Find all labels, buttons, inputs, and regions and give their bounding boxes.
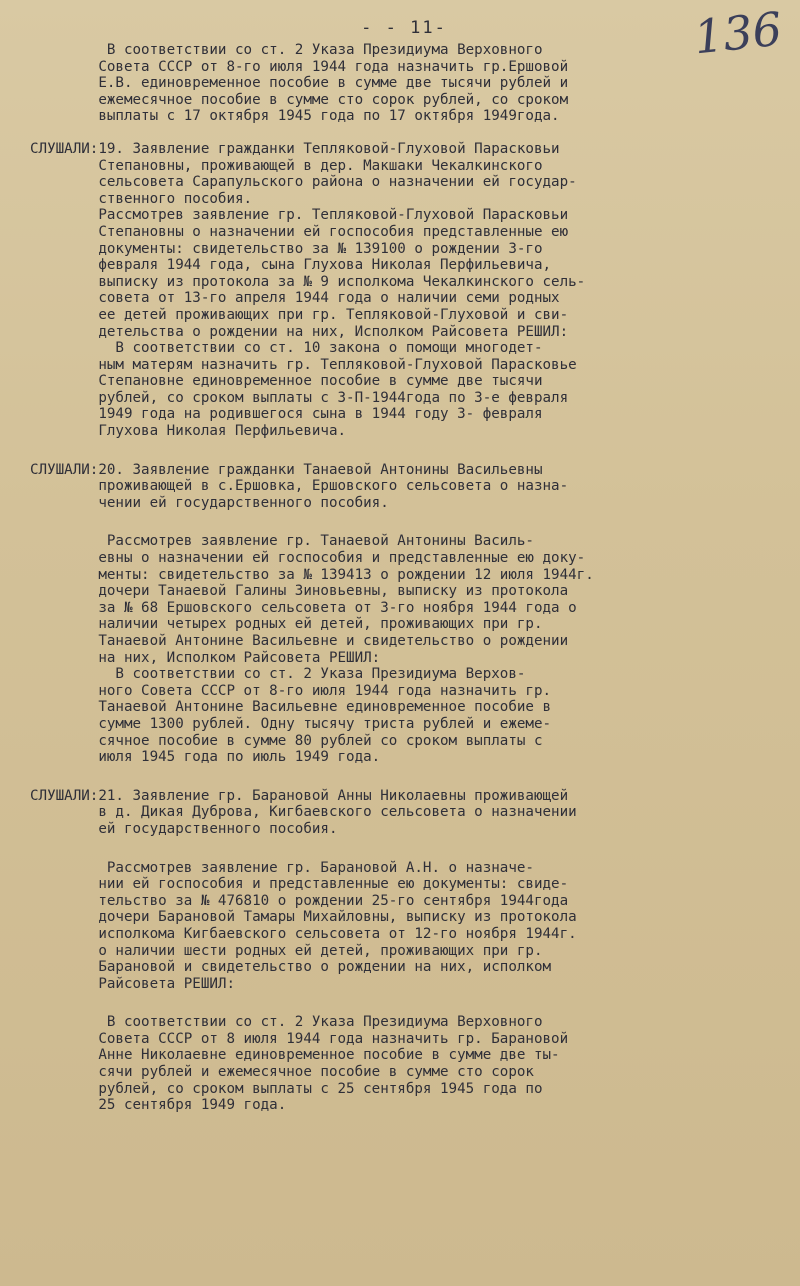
intro-paragraph: В соответствии со ст. 2 Указа Президиума Верховного Совета СССР от 8-го июля 1944 года назначить гр.Ершовой Е.В. единовременное пособие в сумме две тысячи рублей и ежемесячное пособие в сумме сто сорок рублей, со сроком выплаты с 17 октября 1945 года по 17 октября 1949года.: [98, 42, 569, 125]
item-20-body: Рассмотрев заявление гр. Танаевой Антонины Василь- евны о назначении ей госпособия и представленные ею доку- менты: свидетельство за № 139413 о рождении 12 июля 1944г. дочери Танаевой Галины Зиновьевны, выписку из протокола за № 68 Ершовского сельсовета от 3-го ноября 1944 года о наличии четырех родных ей детей, проживающих при гр. Танаевой Антонине Васильевне и свидетельство о рождении на них, Исполком Райсовета РЕШИЛ: В соответствии со ст. 2 Указа Президиума Верхов- ного Совета СССР от 8-го июля 1944 года назначить гр. Танаевой Антонине Васильевне единовременное пособие в сумме 1300 рублей. Одну тысячу триста рублей и ежеме- сячное пособие в сумме 80 рублей со сроком выплаты с июля 1945 года по июль 1949 года.: [98, 533, 594, 766]
spacer: [30, 125, 778, 141]
item-19: СЛУШАЛИ:19. Заявление гражданки Тепляковой-Глуховой Парасковьи Степановны, проживающей в дер. Макшаки Чекалкинского сельсовета Сарапульского района о назначении ей государ- ственного пособия. Рассмотрев заявление гр. Тепляковой-Глуховой Парасковьи Степановны о назначении ей госпособия представленные ею документы: свидетельство за № 139100 о рождении 3-го февраля 1944 года, сына Глухова Николая Перфильевича, выписку из протокола за № 9 исполкома Чекалкинского сель- совета от 13-го апреля 1944 года о наличии семи родных ее детей проживающих при гр. Тепляковой-Глуховой и сви- детельства о рождении на них, Исполком Райсовета РЕШИЛ: В соответствии со ст. 10 закона о помощи многодет- ным матерям назначить гр. Тепляковой-Глуховой Парасковье Степановне единовременное пособие в сумме две тысячи рублей, со сроком выплаты с 3-П-1944года по 3-е февраля 1949 года на родившегося сына в 1944 году 3- февраля Глухова Николая Перфильевича.: [30, 140, 586, 440]
spacer: [30, 766, 778, 788]
spacer: [30, 992, 778, 1014]
item-21-body: Рассмотрев заявление гр. Барановой А.Н. о назначе- нии ей госпособия и представленные ею документы: свиде- тельство за № 476810 о рождении 25-го сентября 1944года дочери Барановой Тамары Михайловны, выписку из протокола исполкома Кигбаевского сельсовета от 12-го ноября 1944г. о наличии шести родных ей детей, проживающих при гр. Барановой и свидетельство о рождении на них, исполком Райсовета РЕШИЛ:: [98, 859, 577, 992]
spacer: [30, 511, 778, 533]
item-21-decision: В соответствии со ст. 2 Указа Президиума Верховного Совета СССР от 8 июля 1944 года назначить гр. Барановой Анне Николаевне единовременное пособие в сумме две ты- сячи рублей и ежемесячное пособие в сумме сто сорок рублей, со сроком выплаты с 25 сентября 1945 года по 25 сентября 1949 года.: [98, 1014, 569, 1114]
item-20-heading: СЛУШАЛИ:20. Заявление гражданки Танаевой Антонины Васильевны проживающей в с.Ершовка, Ершовского сельсовета о назна- чении ей государственного пособия.: [30, 461, 569, 511]
archive-page-number: 136: [691, 1, 785, 65]
spacer: [30, 838, 778, 860]
page-number: - - 11-: [361, 18, 447, 38]
spacer: [30, 440, 778, 462]
item-21-heading: СЛУШАЛИ:21. Заявление гр. Барановой Анны Николаевны проживающей в д. Дикая Дуброва, Кигбаевского сельсовета о назначении ей государственного пособия.: [30, 787, 577, 837]
